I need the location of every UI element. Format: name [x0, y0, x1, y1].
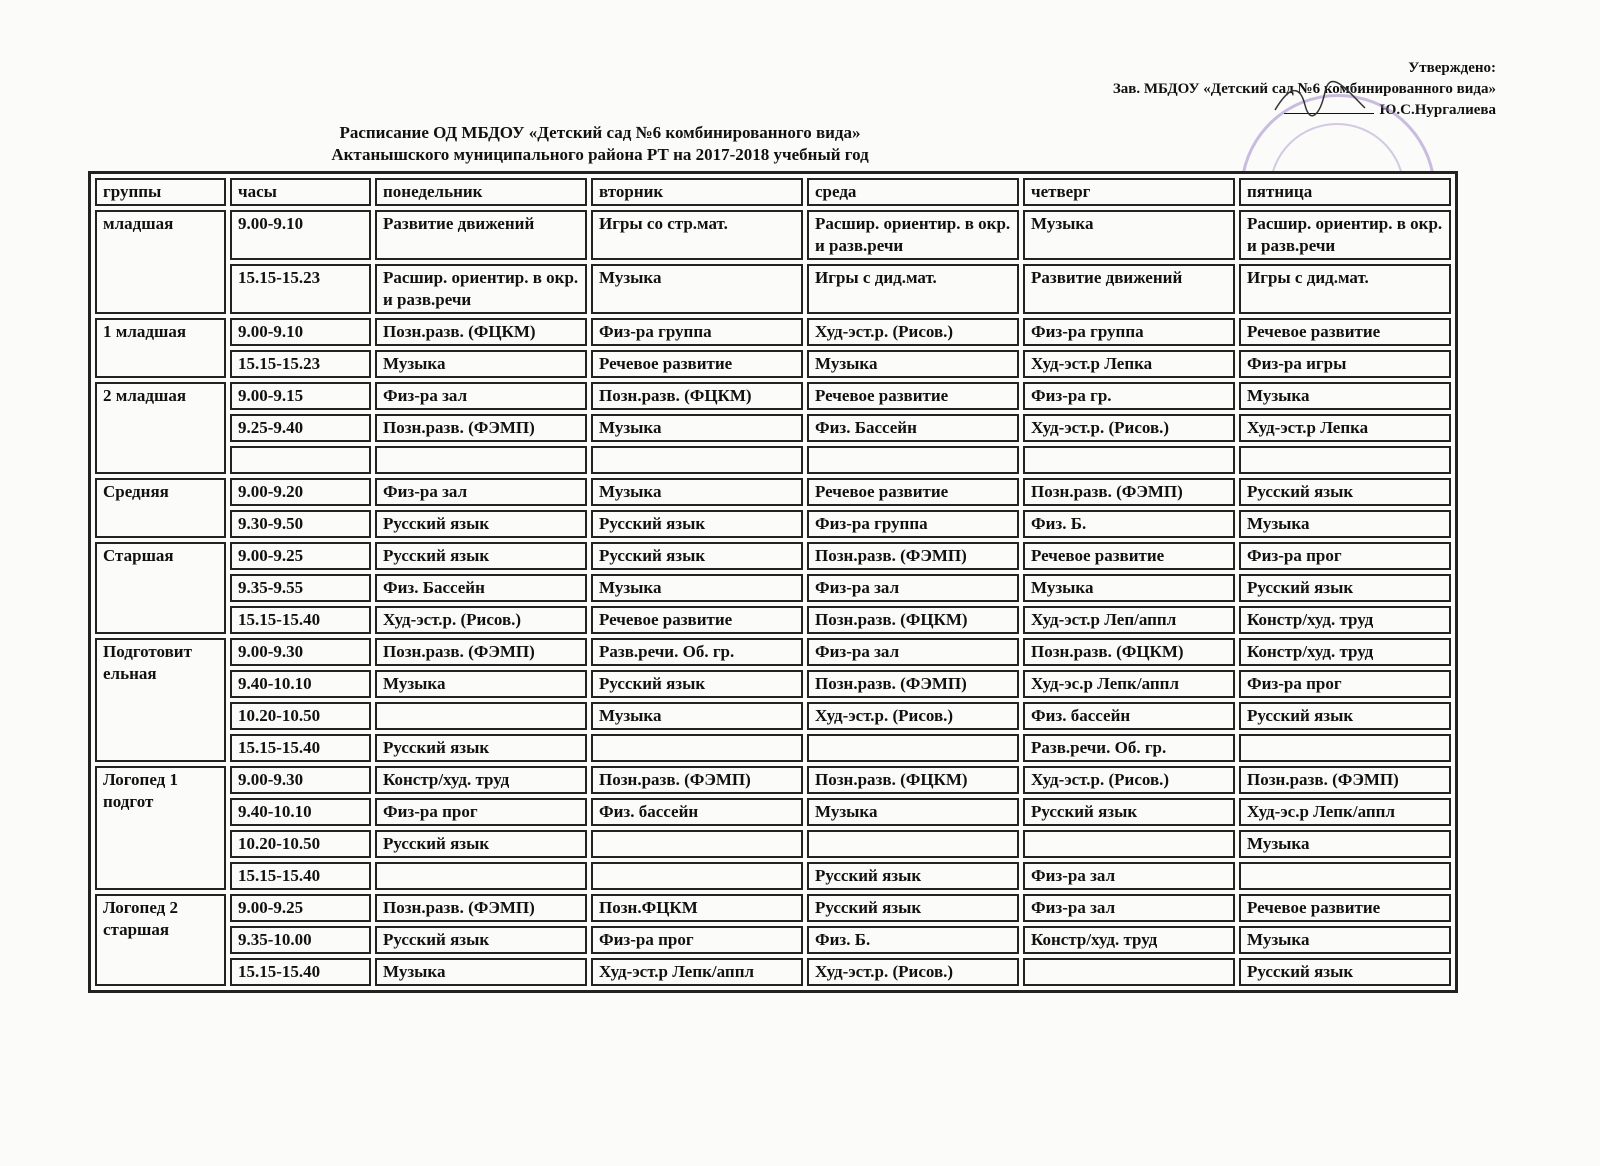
group-name: Логопед 1 подгот — [95, 766, 226, 890]
time-slot: 9.40-10.10 — [230, 670, 371, 698]
time-slot: 10.20-10.50 — [230, 702, 371, 730]
activity-cell: Констр/худ. труд — [1239, 638, 1451, 666]
activity-cell — [591, 734, 803, 762]
activity-cell: Разв.речи. Об. гр. — [591, 638, 803, 666]
activity-cell: Русский язык — [591, 510, 803, 538]
time-slot: 10.20-10.50 — [230, 830, 371, 858]
time-slot: 15.15-15.40 — [230, 958, 371, 986]
activity-cell: Физ-ра группа — [1023, 318, 1235, 346]
table-row — [95, 638, 1451, 666]
activity-cell: Музыка — [1023, 574, 1235, 602]
time-slot: 9.00-9.20 — [230, 478, 371, 506]
signature-scribble — [1270, 80, 1370, 120]
activity-cell: Речевое развитие — [807, 382, 1019, 410]
time-slot: 9.00-9.30 — [230, 766, 371, 794]
activity-cell: Физ-ра группа — [591, 318, 803, 346]
time-slot — [230, 446, 371, 474]
activity-cell: Расшир. ориентир. в окр. и разв.речи — [807, 210, 1019, 260]
column-header: понедельник — [375, 178, 587, 206]
table-row — [95, 414, 1451, 442]
group-name: Средняя — [95, 478, 226, 538]
table-row — [95, 830, 1451, 858]
group-name: 2 младшая — [95, 382, 226, 474]
activity-cell — [375, 862, 587, 890]
time-slot: 15.15-15.23 — [230, 350, 371, 378]
activity-cell: Музыка — [375, 350, 587, 378]
activity-cell: Физ-ра прог — [591, 926, 803, 954]
activity-cell: Худ-эст.р. (Рисов.) — [807, 318, 1019, 346]
table-row — [95, 318, 1451, 346]
activity-cell: Речевое развитие — [807, 478, 1019, 506]
activity-cell — [1239, 734, 1451, 762]
table-row — [95, 210, 1451, 260]
activity-cell: Физ-ра зал — [375, 382, 587, 410]
activity-cell: Русский язык — [1239, 574, 1451, 602]
activity-cell: Позн.разв. (ФЦКМ) — [807, 606, 1019, 634]
group-name: Подготовит ельная — [95, 638, 226, 762]
activity-cell: Русский язык — [1023, 798, 1235, 826]
activity-cell — [375, 446, 587, 474]
activity-cell: Физ. бассейн — [591, 798, 803, 826]
activity-cell: Позн.ФЦКМ — [591, 894, 803, 922]
approval-title: Утверждено: — [1408, 60, 1496, 76]
column-header: группы — [95, 178, 226, 206]
activity-cell: Худ-эст.р. (Рисов.) — [375, 606, 587, 634]
activity-cell: Позн.разв. (ФЭМП) — [807, 670, 1019, 698]
activity-cell: Музыка — [591, 574, 803, 602]
time-slot: 15.15-15.23 — [230, 264, 371, 314]
activity-cell: Разв.речи. Об. гр. — [1023, 734, 1235, 762]
activity-cell: Развитие движений — [1023, 264, 1235, 314]
activity-cell — [1023, 958, 1235, 986]
time-slot: 9.00-9.10 — [230, 318, 371, 346]
approval-position: Зав. МБДОУ «Детский сад №6 комбинированного вида» — [1112, 81, 1496, 97]
table-row — [95, 264, 1451, 314]
time-slot: 9.40-10.10 — [230, 798, 371, 826]
activity-cell: Худ-эст.р Лепка — [1239, 414, 1451, 442]
document-title: Расписание ОД МБДОУ «Детский сад №6 комбинированного вида» — [339, 123, 861, 142]
table-row — [95, 606, 1451, 634]
activity-cell — [375, 702, 587, 730]
activity-cell: Расшир. ориентир. в окр. и разв.речи — [1239, 210, 1451, 260]
group-name: Логопед 2 старшая — [95, 894, 226, 986]
activity-cell: Музыка — [1023, 210, 1235, 260]
activity-cell: Худ-эс.р Лепк/аппл — [1023, 670, 1235, 698]
table-row — [95, 894, 1451, 922]
activity-cell: Физ. Бассейн — [375, 574, 587, 602]
time-slot: 9.35-10.00 — [230, 926, 371, 954]
activity-cell: Речевое развитие — [1239, 894, 1451, 922]
time-slot: 9.00-9.15 — [230, 382, 371, 410]
activity-cell: Русский язык — [1239, 478, 1451, 506]
activity-cell: Худ-эст.р Лепк/аппл — [591, 958, 803, 986]
activity-cell: Русский язык — [807, 894, 1019, 922]
column-header: четверг — [1023, 178, 1235, 206]
table-row — [95, 510, 1451, 538]
activity-cell: Игры с дид.мат. — [1239, 264, 1451, 314]
activity-cell: Худ-эст.р Лепка — [1023, 350, 1235, 378]
activity-cell: Физ. Б. — [807, 926, 1019, 954]
activity-cell: Позн.разв. (ФЭМП) — [375, 894, 587, 922]
time-slot: 9.00-9.25 — [230, 542, 371, 570]
activity-cell — [807, 830, 1019, 858]
activity-cell: Русский язык — [375, 926, 587, 954]
activity-cell — [591, 862, 803, 890]
table-row — [95, 670, 1451, 698]
activity-cell: Речевое развитие — [1023, 542, 1235, 570]
activity-cell: Русский язык — [1239, 702, 1451, 730]
table-row — [95, 926, 1451, 954]
activity-cell: Худ-эст.р. (Рисов.) — [807, 702, 1019, 730]
activity-cell: Русский язык — [375, 830, 587, 858]
activity-cell: Позн.разв. (ФЭМП) — [375, 638, 587, 666]
activity-cell: Речевое развитие — [591, 606, 803, 634]
activity-cell: Худ-эст.р. (Рисов.) — [807, 958, 1019, 986]
schedule-table — [88, 171, 1458, 993]
time-slot: 9.00-9.10 — [230, 210, 371, 260]
activity-cell: Позн.разв. (ФЭМП) — [375, 414, 587, 442]
activity-cell: Констр/худ. труд — [1023, 926, 1235, 954]
activity-cell: Русский язык — [375, 734, 587, 762]
activity-cell — [807, 446, 1019, 474]
activity-cell: Музыка — [375, 670, 587, 698]
activity-cell: Физ. Б. — [1023, 510, 1235, 538]
activity-cell: Музыка — [1239, 830, 1451, 858]
group-name: Старшая — [95, 542, 226, 634]
time-slot: 15.15-15.40 — [230, 862, 371, 890]
activity-cell: Позн.разв. (ФЦКМ) — [807, 766, 1019, 794]
activity-cell — [1239, 862, 1451, 890]
activity-cell: Речевое развитие — [591, 350, 803, 378]
activity-cell: Позн.разв. (ФЦКМ) — [591, 382, 803, 410]
activity-cell: Физ. бассейн — [1023, 702, 1235, 730]
activity-cell: Музыка — [807, 350, 1019, 378]
activity-cell: Игры с дид.мат. — [807, 264, 1019, 314]
group-name: младшая — [95, 210, 226, 314]
table-row — [95, 446, 1451, 474]
activity-cell: Развитие движений — [375, 210, 587, 260]
table-row — [95, 766, 1451, 794]
activity-cell: Расшир. ориентир. в окр. и разв.речи — [375, 264, 587, 314]
table-row — [95, 862, 1451, 890]
activity-cell — [591, 830, 803, 858]
activity-cell: Позн.разв. (ФЭМП) — [591, 766, 803, 794]
table-row — [95, 734, 1451, 762]
time-slot: 9.35-9.55 — [230, 574, 371, 602]
activity-cell: Физ-ра зал — [375, 478, 587, 506]
activity-cell: Позн.разв. (ФЭМП) — [1023, 478, 1235, 506]
table-row — [95, 478, 1451, 506]
activity-cell: Русский язык — [1239, 958, 1451, 986]
header-row — [95, 178, 1451, 206]
activity-cell: Русский язык — [591, 542, 803, 570]
activity-cell — [1023, 446, 1235, 474]
activity-cell: Русский язык — [807, 862, 1019, 890]
activity-cell: Речевое развитие — [1239, 318, 1451, 346]
activity-cell: Физ-ра прог — [1239, 542, 1451, 570]
table-row — [95, 382, 1451, 410]
time-slot: 9.30-9.50 — [230, 510, 371, 538]
column-header: часы — [230, 178, 371, 206]
activity-cell: Русский язык — [375, 510, 587, 538]
column-header: среда — [807, 178, 1019, 206]
activity-cell: Позн.разв. (ФЦКМ) — [1023, 638, 1235, 666]
activity-cell: Физ-ра зал — [807, 638, 1019, 666]
activity-cell: Физ-ра игры — [1239, 350, 1451, 378]
activity-cell: Музыка — [807, 798, 1019, 826]
activity-cell — [1023, 830, 1235, 858]
activity-cell: Позн.разв. (ФЭМП) — [807, 542, 1019, 570]
activity-cell: Позн.разв. (ФЦКМ) — [375, 318, 587, 346]
activity-cell: Худ-эст.р Леп/аппл — [1023, 606, 1235, 634]
activity-cell: Физ-ра группа — [807, 510, 1019, 538]
activity-cell: Физ. Бассейн — [807, 414, 1019, 442]
activity-cell: Позн.разв. (ФЭМП) — [1239, 766, 1451, 794]
activity-cell: Физ-ра зал — [1023, 894, 1235, 922]
activity-cell: Физ-ра прог — [375, 798, 587, 826]
table-row — [95, 542, 1451, 570]
activity-cell: Музыка — [1239, 510, 1451, 538]
activity-cell: Музыка — [591, 264, 803, 314]
activity-cell: Музыка — [375, 958, 587, 986]
activity-cell: Музыка — [1239, 382, 1451, 410]
activity-cell: Физ-ра зал — [1023, 862, 1235, 890]
activity-cell: Констр/худ. труд — [1239, 606, 1451, 634]
time-slot: 15.15-15.40 — [230, 734, 371, 762]
activity-cell: Худ-эс.р Лепк/аппл — [1239, 798, 1451, 826]
activity-cell: Игры со стр.мат. — [591, 210, 803, 260]
activity-cell: Русский язык — [375, 542, 587, 570]
table-row — [95, 574, 1451, 602]
activity-cell: Музыка — [1239, 926, 1451, 954]
time-slot: 9.00-9.25 — [230, 894, 371, 922]
column-header: пятница — [1239, 178, 1451, 206]
activity-cell: Музыка — [591, 478, 803, 506]
activity-cell — [591, 446, 803, 474]
activity-cell: Констр/худ. труд — [375, 766, 587, 794]
table-row — [95, 958, 1451, 986]
table-row — [95, 798, 1451, 826]
time-slot: 9.00-9.30 — [230, 638, 371, 666]
activity-cell: Физ-ра прог — [1239, 670, 1451, 698]
document-subtitle: Актанышского муниципального района РТ на 2017-2018 учебный год — [331, 145, 869, 164]
time-slot: 15.15-15.40 — [230, 606, 371, 634]
activity-cell: Физ-ра гр. — [1023, 382, 1235, 410]
activity-cell: Музыка — [591, 414, 803, 442]
activity-cell: Русский язык — [591, 670, 803, 698]
activity-cell — [807, 734, 1019, 762]
table-row — [95, 350, 1451, 378]
column-header: вторник — [591, 178, 803, 206]
approval-name: Ю.С.Нургалиева — [1379, 102, 1496, 118]
activity-cell: Физ-ра зал — [807, 574, 1019, 602]
activity-cell: Музыка — [591, 702, 803, 730]
activity-cell: Худ-эст.р. (Рисов.) — [1023, 766, 1235, 794]
group-name: 1 младшая — [95, 318, 226, 378]
activity-cell — [1239, 446, 1451, 474]
activity-cell: Худ-эст.р. (Рисов.) — [1023, 414, 1235, 442]
table-row — [95, 702, 1451, 730]
time-slot: 9.25-9.40 — [230, 414, 371, 442]
